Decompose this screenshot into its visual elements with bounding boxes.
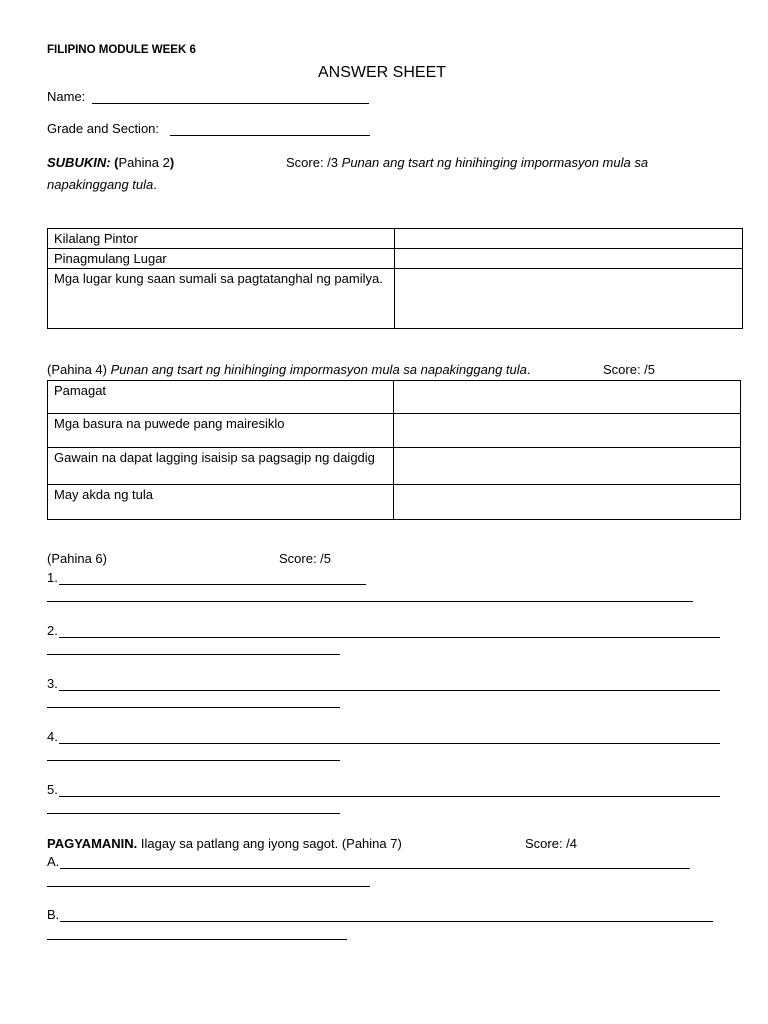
item-number: 4. [47, 729, 58, 744]
table-row [48, 381, 741, 414]
row-label: Kilalang Pintor [48, 229, 395, 249]
row-label: Mga lugar kung saan sumali sa pagtatanghal ng pamilya. [48, 269, 395, 329]
answer-line[interactable] [47, 601, 693, 602]
subukin-instruction-cont-row [47, 177, 157, 192]
pahina4-period: . [526, 362, 531, 377]
pahina4-page: (Pahina 4) [47, 362, 107, 377]
name-row [47, 89, 85, 104]
answer-line[interactable] [59, 637, 720, 638]
table-row [48, 448, 741, 485]
subukin-instruction-cont: napakinggang tula [47, 177, 154, 192]
answer-line[interactable] [59, 584, 366, 585]
item-letter: A. [47, 854, 60, 869]
answer-cell[interactable] [395, 269, 743, 329]
subukin-period: . [153, 177, 157, 192]
answer-cell[interactable] [394, 485, 741, 520]
name-label: Name: [47, 89, 86, 104]
pahina4-table [47, 380, 741, 520]
answer-line[interactable] [47, 939, 347, 940]
item-number: 2. [47, 623, 58, 638]
pahina6-score: Score: /5 [279, 551, 332, 566]
pahina4-instruction: Punan ang tsart ng hinihinging impormasyon mula sa napakinggang tula [110, 362, 527, 377]
answer-line[interactable] [60, 868, 690, 869]
item-number: 3. [47, 676, 58, 691]
item-letter: B. [47, 907, 60, 922]
grade-row [47, 121, 159, 136]
subukin-label: SUBUKIN: [47, 155, 111, 170]
table-row [48, 249, 743, 269]
subukin-table [47, 228, 743, 329]
table-row [48, 485, 741, 520]
answer-cell[interactable] [395, 249, 743, 269]
subukin-score-line [286, 155, 648, 170]
answer-line[interactable] [47, 813, 340, 814]
answer-cell[interactable] [395, 229, 743, 249]
answer-line[interactable] [47, 760, 340, 761]
subukin-close-paren: ) [169, 155, 175, 170]
answer-line[interactable] [60, 921, 713, 922]
pahina4-score: Score: /5 [603, 362, 656, 377]
pagyamanin-label: PAGYAMANIN. [47, 836, 138, 851]
subukin-open-paren: ( [110, 155, 119, 170]
answer-cell[interactable] [394, 414, 741, 448]
row-label: May akda ng tula [48, 485, 394, 520]
answer-line[interactable] [59, 796, 720, 797]
answer-line[interactable] [47, 654, 340, 655]
table-row [48, 269, 743, 329]
grade-field[interactable] [170, 135, 370, 136]
subukin-instruction: Punan ang tsart ng hinihinging impormasyon mula sa [341, 155, 649, 170]
page-title: ANSWER SHEET [318, 64, 447, 81]
row-label: Gawain na dapat lagging isaisip sa pagsagip ng daigdig [48, 448, 394, 485]
answer-line[interactable] [47, 886, 370, 887]
row-label: Mga basura na puwede pang mairesiklo [48, 414, 394, 448]
pagyamanin-heading [47, 836, 402, 851]
pahina4-heading [47, 362, 531, 377]
item-number: 5. [47, 782, 58, 797]
name-field[interactable] [92, 103, 369, 104]
answer-line[interactable] [59, 690, 720, 691]
answer-cell[interactable] [394, 448, 741, 485]
answer-line[interactable] [59, 743, 720, 744]
table-row [48, 229, 743, 249]
subukin-score: Score: /3 [286, 155, 339, 170]
subukin-page: Pahina 2 [118, 155, 170, 170]
item-number: 1. [47, 570, 58, 585]
row-label: Pinagmulang Lugar [48, 249, 395, 269]
pagyamanin-instruction: Ilagay sa patlang ang iyong sagot. (Pahina 7) [137, 836, 402, 851]
pahina6-page: (Pahina 6) [47, 551, 107, 566]
answer-cell[interactable] [394, 381, 741, 414]
subukin-heading [47, 155, 174, 170]
answer-line[interactable] [47, 707, 340, 708]
row-label: Pamagat [48, 381, 394, 414]
module-label: FILIPINO MODULE WEEK 6 [47, 44, 196, 56]
grade-label: Grade and Section: [47, 121, 160, 136]
pagyamanin-score: Score: /4 [525, 836, 578, 851]
table-row [48, 414, 741, 448]
